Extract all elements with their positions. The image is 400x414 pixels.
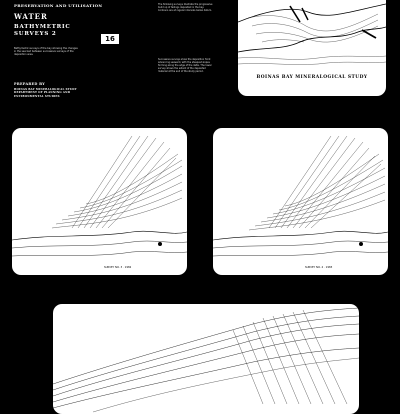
survey-panel-left xyxy=(12,128,187,275)
contour-map-bottom xyxy=(53,304,359,414)
credits-block xyxy=(14,88,124,98)
survey-panel-right xyxy=(213,128,388,275)
credit-line: BOINAS BAY MINERALOGICAL STUDY xyxy=(14,88,77,91)
location-map-panel xyxy=(238,0,386,96)
arrow-icon xyxy=(290,6,300,22)
contour-map-right xyxy=(213,128,388,275)
credits-heading: PREPARED BY xyxy=(14,82,45,86)
plate-number-badge: 16 xyxy=(101,34,119,44)
survey-label-left: SURVEY NO. 3 · 1982 xyxy=(104,266,132,269)
page-title: WATER xyxy=(14,12,48,21)
credit-line: ENVIRONMENTAL STUDIES xyxy=(14,94,60,98)
map-caption: BOINAS BAY MINERALOGICAL STUDY xyxy=(256,75,368,80)
intro-text: Bathymetric surveys of the bay showing the changes in the sea bed between successive surveys of the deposition area. xyxy=(14,47,78,57)
north-arrow-icon xyxy=(359,242,363,246)
page-subtitle: BATHYMETRIC SURVEYS 2 xyxy=(14,24,71,37)
text-column-2: Successive surveys show the deposition front advancing seaward, with the steepest slopes forming along the edge of the delta. The lower survey shows the extent of the deposited material at the end of the study period. xyxy=(158,58,212,73)
arrow-icon xyxy=(362,30,376,38)
arrow-icon xyxy=(302,8,308,20)
section-header: PRESERVATION AND UTILISATION xyxy=(14,3,103,8)
survey-panel-bottom xyxy=(53,304,359,414)
contour-map-left xyxy=(12,128,187,275)
north-arrow-icon xyxy=(158,242,162,246)
location-map xyxy=(238,0,386,96)
text-column-1: The following surveys illustrate the progressive build up of tailings deposited in the bay. Contours are at regular intervals below datum. xyxy=(158,3,213,12)
credit-line: DEPARTMENT OF PLANNING AND xyxy=(14,91,71,95)
survey-label-right: SURVEY NO. 4 · 1983 xyxy=(305,266,333,269)
